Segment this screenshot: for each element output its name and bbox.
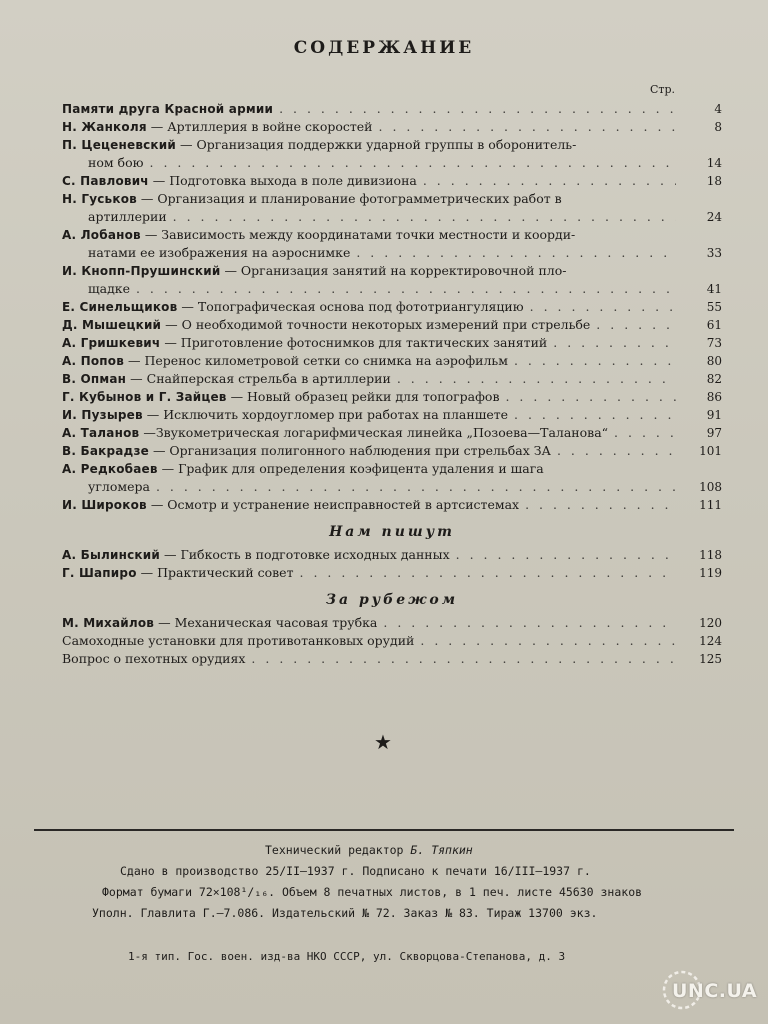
toc-entry (62, 334, 722, 352)
entry-author: В. Опман (62, 372, 127, 386)
colophon (90, 840, 690, 924)
toc-entry-line (62, 262, 722, 280)
toc-entry-line (62, 632, 722, 650)
entry-author: А. Гришкевич (62, 336, 161, 350)
dot-leader (300, 564, 677, 582)
dot-leader (514, 352, 676, 370)
toc-entry-line (62, 226, 722, 244)
dot-leader (557, 442, 676, 460)
entry-page-number: 97 (706, 426, 722, 440)
entry-page-number: 124 (699, 634, 722, 648)
entry-title: Самоходные установки для противотанковых орудий (62, 633, 415, 648)
toc-entry (62, 388, 722, 406)
editor-label: Технический редактор (265, 843, 404, 857)
entry-page-number: 86 (706, 390, 722, 404)
entry-title: — Снайперская стрельба в артиллерии (130, 371, 391, 386)
dot-leader (356, 244, 676, 262)
entry-title: угломера (88, 479, 150, 494)
toc-letters-list (62, 546, 722, 582)
entry-author: А. Лобанов (62, 228, 141, 242)
entry-author: А. Попов (62, 354, 125, 368)
dot-leader (423, 172, 676, 190)
toc-entry-line (62, 172, 722, 190)
entry-title: — Топографическая основа под фототриангуляцию (181, 299, 524, 314)
toc-entry-line (62, 406, 722, 424)
toc-entry-line (62, 546, 722, 564)
toc-entry (62, 406, 722, 424)
entry-page-number: 111 (699, 498, 722, 512)
toc-entry (62, 172, 722, 190)
entry-author: С. Павлович (62, 174, 149, 188)
dot-leader (136, 280, 676, 298)
entry-page-number: 125 (699, 652, 722, 666)
toc-abroad-list (62, 614, 722, 668)
toc-entry-line (62, 244, 722, 262)
toc-entry-line (62, 460, 722, 478)
dot-leader (379, 118, 676, 136)
toc-entry-line (62, 136, 722, 154)
entry-page-number: 55 (706, 300, 722, 314)
toc-entry (62, 370, 722, 388)
entry-title: — Организация полигонного наблюдения при стрельбах ЗА (152, 443, 551, 458)
toc-entry-line (62, 370, 722, 388)
entry-page-number: 8 (714, 120, 722, 134)
entry-page-number: 120 (699, 616, 722, 630)
entry-title: — Перенос километровой сетки со снимка на аэрофильм (128, 353, 508, 368)
dot-leader (525, 496, 676, 514)
toc-entry (62, 226, 722, 262)
toc-entry-line (62, 388, 722, 406)
divider-rule (34, 829, 734, 831)
toc-entry (62, 460, 722, 496)
watermark-text: UNC.UA (672, 980, 758, 1002)
entry-page-number: 41 (706, 282, 722, 296)
toc-entry (62, 316, 722, 334)
format-line: Формат бумаги 72×108¹/₁₆. Объем 8 печатных листов, в 1 печ. листе 45630 знаков (102, 885, 643, 899)
entry-title: — Артиллерия в войне скоростей (150, 119, 373, 134)
dot-leader (397, 370, 676, 388)
printer-imprint: 1-я тип. Гос. воен. изд-ва НКО СССР, ул. Скворцова-Степанова, д. 3 (128, 950, 566, 963)
toc-entry (62, 190, 722, 226)
toc-entry-line (62, 478, 722, 496)
dot-leader (505, 388, 676, 406)
entry-title: — Организация и планирование фотограмметрических работ в (140, 191, 562, 206)
page-title: СОДЕРЖАНИЕ (293, 38, 475, 58)
entry-page-number: 82 (706, 372, 722, 386)
toc-entry (62, 136, 722, 172)
entry-author: Д. Мышецкий (62, 318, 162, 332)
toc-main-list (62, 100, 722, 514)
entry-title: натами ее изображения на аэроснимке (88, 245, 351, 260)
toc-entry (62, 118, 722, 136)
toc-entry (62, 424, 722, 442)
entry-page-number: 33 (706, 246, 722, 260)
entry-page-number: 101 (699, 444, 722, 458)
entry-author: А. Редкобаев (62, 462, 158, 476)
print-run-line: Уполн. Главлита Г.—7.086. Издательский № 72. Заказ № 83. Тираж 13700 экз. (92, 906, 598, 920)
entry-author: Е. Синельщиков (62, 300, 178, 314)
entry-page-number: 14 (706, 156, 722, 170)
production-dates: Сдано в производство 25/II—1937 г. Подписано к печати 16/III—1937 г. (120, 864, 591, 878)
toc-entry-line (62, 118, 722, 136)
toc-entry-line (62, 190, 722, 208)
toc-entry-line (62, 100, 722, 118)
entry-title: — График для определения коэфицента удаления и шага (161, 461, 544, 476)
dot-leader (456, 546, 676, 564)
dot-leader (150, 154, 677, 172)
entry-author: Н. Жанколя (62, 120, 147, 134)
toc-entry-line (62, 154, 722, 172)
toc-entry (62, 650, 722, 668)
entry-title: артиллерии (88, 209, 167, 224)
entry-title: — Зависимость между координатами точки местности и коорди- (144, 227, 576, 242)
toc-entry-line (62, 334, 722, 352)
section-heading-letters: Нам пишут (329, 524, 455, 540)
toc-entry-line (62, 650, 722, 668)
entry-page-number: 118 (699, 548, 722, 562)
toc-entry (62, 262, 722, 298)
entry-title: —Звукометрическая логарифмическая линейка „Позоева—Таланова“ (143, 425, 609, 440)
entry-author: М. Михайлов (62, 616, 155, 630)
dot-leader (383, 614, 676, 632)
entry-author: Н. Гуськов (62, 192, 137, 206)
toc-entry-line (62, 614, 722, 632)
toc-entry-line (62, 316, 722, 334)
toc-entry-line (62, 424, 722, 442)
entry-page-number: 73 (706, 336, 722, 350)
entry-title: — Организация поддержки ударной группы в оборонитель- (179, 137, 577, 152)
dot-leader (514, 406, 676, 424)
toc-entry (62, 100, 722, 118)
entry-author: П. Цеценевский (62, 138, 176, 152)
toc-entry (62, 614, 722, 632)
toc-entry-line (62, 496, 722, 514)
entry-title: щадке (88, 281, 130, 296)
section-heading-abroad: За рубежом (325, 592, 459, 608)
toc-entry (62, 496, 722, 514)
dot-leader (251, 650, 676, 668)
entry-title: Памяти друга Красной армии (62, 102, 274, 116)
entry-title: — Механическая часовая трубка (158, 615, 378, 630)
entry-page-number: 80 (706, 354, 722, 368)
entry-page-number: 108 (699, 480, 722, 494)
entry-title: — Организация занятий на корректировочной пло- (224, 263, 567, 278)
entry-title: — Гибкость в подготовке исходных данных (163, 547, 450, 562)
dot-leader (420, 632, 676, 650)
entry-page-number: 91 (706, 408, 722, 422)
toc-entry-line (62, 564, 722, 582)
entry-author: Г. Шапиро (62, 566, 137, 580)
entry-title: ном бою (88, 155, 144, 170)
toc-entry-line (62, 298, 722, 316)
dot-leader (614, 424, 676, 442)
dot-leader (553, 334, 676, 352)
entry-author: А. Таланов (62, 426, 140, 440)
entry-page-number: 61 (706, 318, 722, 332)
entry-page-number: 4 (714, 102, 722, 116)
entry-author: И. Широков (62, 498, 147, 512)
toc-entry-line (62, 442, 722, 460)
page-column-label: Стр. (650, 83, 676, 96)
dot-leader (530, 298, 676, 316)
entry-title: — Подготовка выхода в поле дивизиона (152, 173, 417, 188)
star-ornament: ★ (374, 730, 392, 754)
toc-entry (62, 298, 722, 316)
entry-author: И. Кнопп-Прушинский (62, 264, 221, 278)
editor-line (90, 840, 690, 861)
toc-entry (62, 352, 722, 370)
entry-author: В. Бакрадзе (62, 444, 149, 458)
entry-title: — Практический совет (140, 565, 294, 580)
toc-entry (62, 632, 722, 650)
entry-title: — Осмотр и устранение неисправностей в артсистемах (150, 497, 520, 512)
toc-entry-line (62, 280, 722, 298)
entry-title: Вопрос о пехотных орудиях (62, 651, 246, 666)
toc-entry (62, 564, 722, 582)
dot-leader (156, 478, 676, 496)
entry-title: — Приготовление фотоснимков для тактических занятий (164, 335, 548, 350)
entry-author: Г. Кубынов и Г. Зайцев (62, 390, 227, 404)
entry-author: И. Пузырев (62, 408, 143, 422)
entry-page-number: 119 (699, 566, 722, 580)
entry-author: А. Былинский (62, 548, 160, 562)
toc-entry (62, 546, 722, 564)
dot-leader (279, 100, 676, 118)
toc-entry (62, 442, 722, 460)
editor-name: Б. Тяпкин (410, 843, 473, 857)
dot-leader (596, 316, 676, 334)
entry-page-number: 24 (706, 210, 722, 224)
toc-entry-line (62, 208, 722, 226)
entry-title: — Исключить хордоугломер при работах на планшете (146, 407, 509, 422)
entry-title: — Новый образец рейки для топографов (230, 389, 500, 404)
toc-entry-line (62, 352, 722, 370)
entry-page-number: 18 (706, 174, 722, 188)
entry-title: — О необходимой точности некоторых измерений при стрельбе (165, 317, 591, 332)
dot-leader (173, 208, 676, 226)
table-of-contents (62, 100, 722, 668)
